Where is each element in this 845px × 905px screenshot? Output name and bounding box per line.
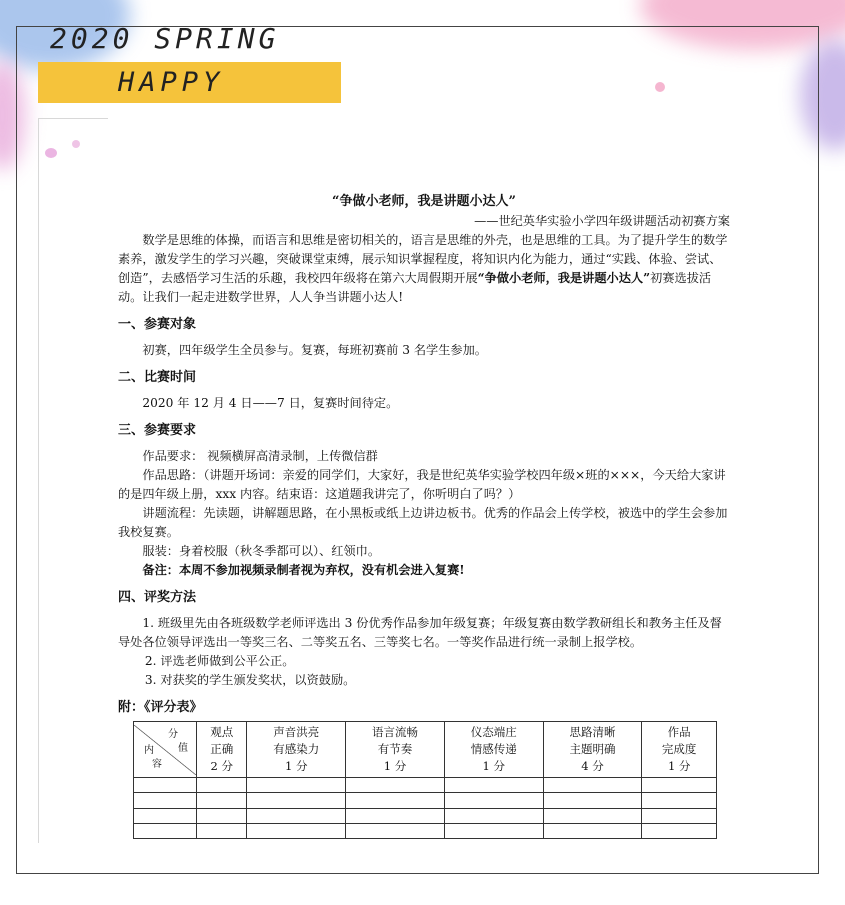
intro-paragraph: 数学是思维的体操，而语言和思维是密切相关的，语言是思维的外壳，也是思维的工具。为了提升学生的数学素养，激发学生的学习兴趣，突破课堂束缚，展示知识掌握程度，将知识内化为能力，通过“实践、体验、尝试、创造”，去感悟学习生活的乐趣，我校四年级将在第六大周假期开展“争做小老师，我是讲题小达人”初赛选拔活动。让我们一起走进数学世界，人人争当讲题小达人!: [118, 233, 728, 304]
column-header: 观点 正确 2 分: [197, 722, 247, 778]
requirement-item: 作品思路：（讲题开场词：亲爱的同学们，大家好，我是世纪英华实验学校四年级×班的×××，今天给大家讲的是四年级上册，xxx 内容。结束语：这道题我讲完了，你听明白了吗？）: [118, 468, 726, 501]
section-body: 初赛，四年级学生全员参与。复赛，每班初赛前 3 名学生参加。: [142, 343, 487, 357]
spring-title: 2020 SPRING: [50, 22, 280, 55]
column-header: 声音洪亮 有感染力 1 分: [247, 722, 346, 778]
appendix-heading: 附：《评分表》: [118, 700, 203, 715]
table-header-row: [134, 722, 717, 778]
column-header: 语言流畅 有节奏 1 分: [346, 722, 445, 778]
section-heading: 二、比赛时间: [118, 370, 197, 385]
document-subtitle: ——世纪英华实验小学四年级讲题活动初赛方案: [474, 214, 730, 228]
section-body: 2020 年 12 月 4 日——7 日，复赛时间待定。: [142, 396, 399, 410]
column-header: 思路清晰 主题明确 4 分: [543, 722, 642, 778]
column-header: 仪态端庄 情感传递 1 分: [444, 722, 543, 778]
table-row: [134, 793, 717, 808]
award-item: 1. 班级里先由各班级数学老师评选出 3 份优秀作品参加年级复赛；年级复赛由数学教研组长和教务主任及督导处各位领导评选出一等奖三名、二等奖五名、三等奖七名。一等奖作品进行统一录制上报学校。: [118, 616, 722, 649]
table-row: [134, 778, 717, 793]
happy-text: HAPPY: [118, 67, 225, 98]
happy-banner: [38, 62, 341, 103]
requirement-note: 备注：本周不参加视频录制者视为弃权，没有机会进入复赛!: [142, 563, 465, 577]
inner-frame-line: [38, 118, 39, 843]
requirement-item: 讲题流程：先读题，讲解题思路，在小黑板或纸上边讲边板书。优秀的作品会上传学校，被选中的学生会参加我校复赛。: [118, 506, 728, 539]
inner-frame-line: [38, 118, 108, 119]
corner-cell: 分 值 内 容: [134, 722, 197, 778]
section-heading: 三、参赛要求: [118, 423, 197, 438]
requirement-item: 作品要求： 视频横屏高清录制，上传微信群: [142, 449, 378, 463]
table-row: [134, 808, 717, 823]
score-table: [133, 721, 717, 839]
table-row: [134, 823, 717, 838]
requirement-item: 服装：身着校服（秋冬季都可以）、红领巾。: [142, 544, 381, 558]
document-body: [118, 192, 730, 724]
document-title: “争做小老师，我是讲题小达人”: [332, 194, 516, 209]
section-heading: 一、参赛对象: [118, 317, 197, 332]
section-heading: 四、评奖方法: [118, 590, 197, 605]
award-item: 2. 评选老师做到公平公正。: [144, 654, 295, 668]
column-header: 作品 完成度 1 分: [642, 722, 717, 778]
award-item: 3. 对获奖的学生颁发奖状，以资鼓励。: [144, 673, 356, 687]
